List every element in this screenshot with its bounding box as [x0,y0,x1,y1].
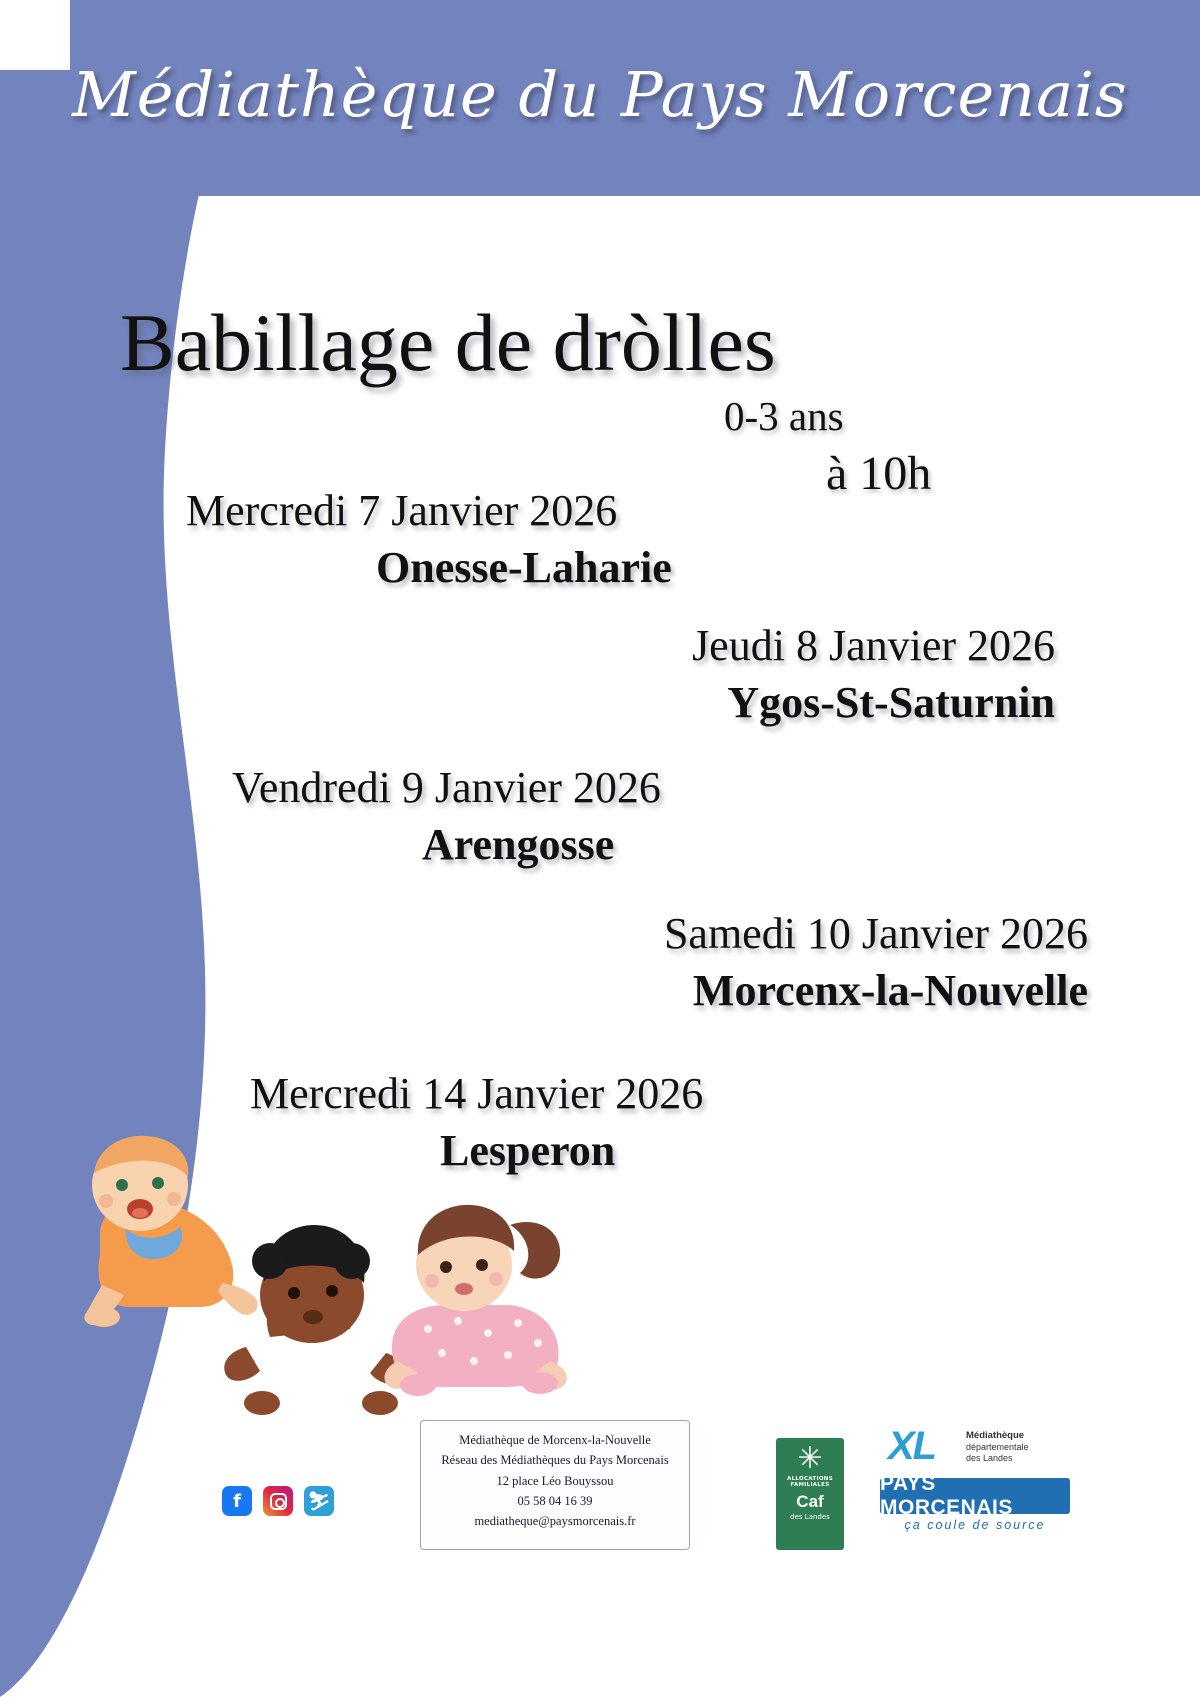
baby-pink [384,1205,566,1396]
page-title: Médiathèque du Pays Morcenais [72,58,1128,131]
list-item [186,485,672,593]
list-item [692,620,1055,728]
event-date: Mercredi 14 Janvier 2026 [250,1069,704,1118]
social-links [222,1486,334,1516]
other-social-glyph: ⛷ [307,1490,331,1512]
caf-star-icon: ✳ [797,1441,823,1476]
event-place: Morcenx-la-Nouvelle [692,966,1088,1015]
contact-email: mediatheque@paysmorcenais.fr [474,1514,636,1528]
list-item [664,908,1088,1016]
time-label: à 10h [826,447,932,500]
event-place: Ygos-St-Saturnin [727,678,1055,727]
contact-address: 12 place Léo Bouyssou [496,1473,614,1488]
event-place: Lesperon [440,1126,616,1175]
baby-orange [84,1136,257,1327]
event-place: Arengosse [422,820,615,869]
baby-center [224,1225,404,1415]
instagram-glyph [270,1493,287,1510]
mediatheque-departementale-text [966,1430,1029,1464]
pays-morcenais-logo [880,1420,1070,1550]
md-line-1: Médiathèque [966,1430,1025,1441]
md-line-3: des Landes [966,1453,1013,1464]
event-date: Mercredi 7 Janvier 2026 [186,486,618,535]
pays-morcenais-band: PAYS MORCENAIS [880,1478,1070,1514]
babies-illustration [40,1085,600,1415]
event-date: Vendredi 9 Janvier 2026 [232,763,661,812]
list-item [232,762,661,870]
facebook-icon[interactable] [222,1486,252,1516]
contact-line-1: Médiathèque de Morcenx-la-Nouvelle [459,1433,651,1447]
instagram-icon[interactable] [263,1486,293,1516]
other-social-icon[interactable] [304,1486,334,1516]
contact-box [420,1420,690,1550]
pays-morcenais-slogan: ça coule de source [904,1518,1046,1532]
caf-top-text: ALLOCATIONS FAMILIALES [787,1476,833,1488]
contact-line-2: Réseau des Médiathèques du Pays Morcenais [441,1453,669,1468]
caf-name: Caf [796,1492,824,1511]
facebook-glyph: f [233,1490,241,1512]
contact-phone: 05 58 04 16 39 [517,1493,593,1508]
event-place: Onesse-Laharie [376,543,672,592]
age-range-label: 0-3 ans [724,393,844,439]
main-heading: Babillage de dròlles [120,297,776,388]
caf-logo [776,1438,844,1550]
caf-sub: des Landes [790,1513,830,1521]
xl-mark: XL [888,1424,936,1468]
event-date: Jeudi 8 Janvier 2026 [692,621,1055,670]
md-line-2: départementale [966,1441,1029,1452]
event-date: Samedi 10 Janvier 2026 [663,909,1088,958]
